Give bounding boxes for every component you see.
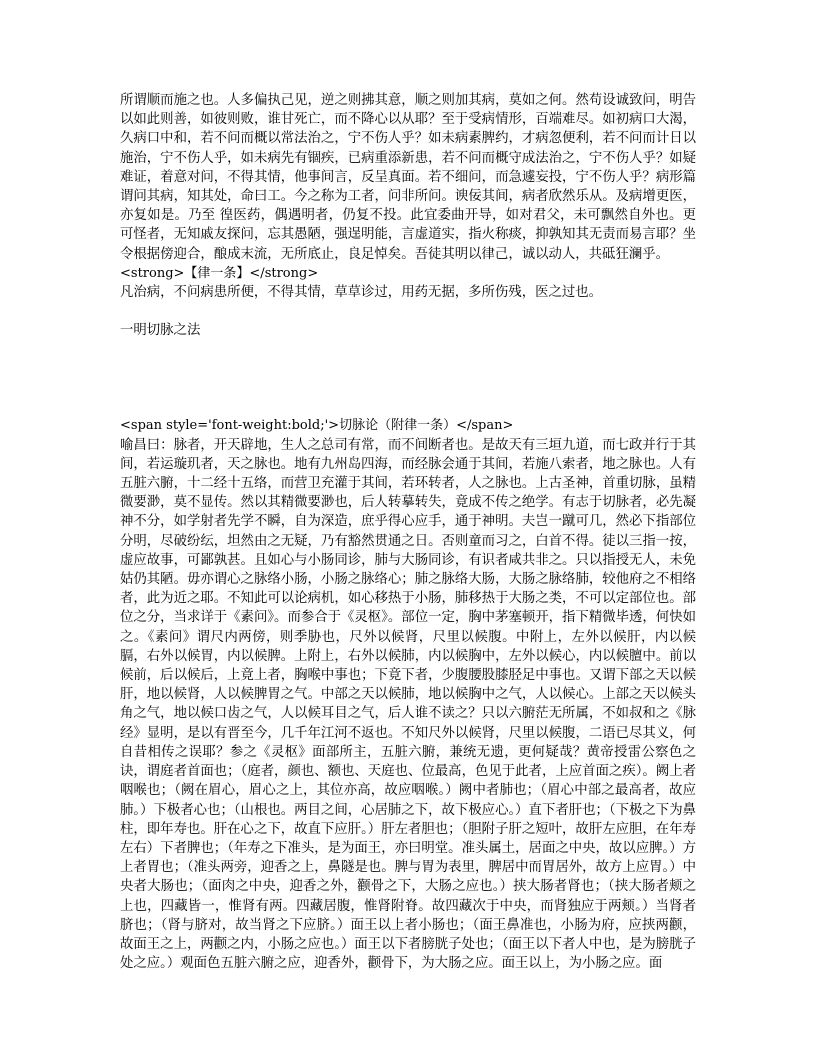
raw-span-tag-heading: <span style='font-weight:bold;'>切脉论（附律一条）</span> <box>120 418 514 434</box>
section-title: 一明切脉之法 <box>120 323 201 339</box>
raw-strong-tag-rule: <strong>【律一条】</strong> <box>120 265 319 281</box>
paragraph-rule: 凡治病，不问病患所便，不得其情，草草诊过，用药无据，多所伤残，医之过也。 <box>120 285 603 301</box>
paragraph-inquiry-discussion: 所谓顺而施之也。人多偏执己见，逆之则拂其意，顺之则加其病，莫如之何。然苟设诚致问，明告以如此则善，如彼则败，谁甘死亡，而不降心以从耶？至于受病情形，百端难尽。如初病口大渴，久病口中和，若不问而概以常法治之，宁不伤人乎？如未病素脾约，才病忽便利，若不问而计日以施治，宁不伤人乎，如未病先有锢疾，已病重添新患，若不问而概守成法治之，宁不伤人乎？如疑难证，着意对问，不得其情，他事间言，反呈真面。若不细问，而急遽妄投，宁不伤人乎？病形篇谓问其病，知其处，命曰工。今之称为工者，问非所问。谀佞其间，病者欣然乐从。及病增更医，亦复如是。乃至 徨医药，偶遇明者，仍复不投。此宜委曲开导，如对君父，未可飘然自外也。更可怪者，无知戚友探问，忘其愚陋，强逞明能，言虚道实，指火称痰，抑孰知其无责而易言耶？坐令根据傍迎合，酿成末流，无所底止，良足悼矣。吾徒其明以律己，诚以动人，共砥狂澜乎。 <box>120 93 696 262</box>
document-page <box>120 91 696 973</box>
paragraph-pulse-discussion: 喻昌曰：脉者，开天辟地，生人之总司有常，而不间断者也。是故天有三垣九道，而七政并行于其间，若运璇玑者，天之脉也。地有九州岛四海，而经脉会通于其间，若施八索者，地之脉也。人有五脏六腑，十二经十五络，而营卫充灌于其间，若环转者，人之脉也。上古圣神，首重切脉，虽精微要渺，莫不显传。然以其精微要渺也，后人转摹转失，竟成不传之绝学。有志于切脉者，必先凝神不分，如学射者先学不瞬，自为深造，庶乎得心应手，通于神明。夫岂一蹴可几，然必下指部位分明，尽破纷纭，坦然由之无疑，乃有豁然贯通之日。否则童而习之，白首不得。徒以三指一按，虚应故事，可鄙孰甚。且如心与小肠同诊，肺与大肠同诊，有识者咸共非之。只以指授无人，未免姑仍其陋。毋亦谓心之脉络小肠，小肠之脉络心；肺之脉络大肠，大肠之脉络肺，较他府之不相络者，此为近之耶。不知此可以论病机，如心移热于小肠，肺移热于大肠之类，不可以定部位也。部位之分，当求详于《素问》。而参合于《灵枢》。部位一定，胸中茅塞顿开，指下精微毕透，何快如之。《素问》谓尺内两傍，则季胁也，尺外以候肾，尺里以候腹。中附上，左外以候肝，内以候膈，右外以候胃，内以候脾。上附上，右外以候肺，内以候胸中，左外以候心，内以候膻中。前以候前，后以候后，上竟上者，胸喉中事也；下竟下者，少腹腰股膝胫足中事也。又谓下部之天以候肝，地以候肾，人以候脾胃之气。中部之天以候肺，地以候胸中之气，人以候心。上部之天以候头角之气，地以候口齿之气，人以候耳目之气，后人谁不读之？只以六腑茫无所属，不如叔和之《脉经》显明，是以有晋至今，几千年江河不返也。不知尺外以候肾，尺里以候腹，二语已尽其义，何自昔相传之误耶？参之《灵枢》面部所主，五脏六腑，兼统无遗，更何疑哉？黄帝授雷公察色之诀，谓庭者首面也；（庭者，颜也、额也、天庭也、位最高，色见于此者，上应首面之疾）。阙上者咽喉也；（阙在眉心，眉心之上，其位亦高，故应咽喉。）阙中者肺也；（眉心中部之最高者，故应肺。）下极者心也；（山根也。两目之间，心居肺之下，故下极应心。）直下者肝也；（下极之下为鼻柱，即年寿也。肝在心之下，故直下应肝。）肝左者胆也；（胆附子肝之短叶，故肝左应胆，在年寿左右）下者脾也；（年寿之下准头，是为面王，亦曰明堂。准头属土，居面之中央，故以应脾。）方上者胃也；（准头两旁，迎香之上，鼻隧是也。脾与胃为表里，脾居中而胃居外，故方上应胃。）中央者大肠也；（面肉之中央，迎香之外，颧骨之下，大肠之应也。）挟大肠者肾也；（挟大肠者颊之上也，四藏皆一，惟肾有两。四藏居腹，惟肾附脊。故四藏次于中央，而肾独应于两颊。）当肾者脐也；（肾与脐对，故当肾之下应脐。）面王以上者小肠也；（面王鼻准也，小肠为府，应挟两颧，故面王之上，两颧之内，小肠之应也。）面王以下者膀胱子处也；（面王以下者人中也，是为膀胱子处之应。）观面色五脏六腑之应，迎香外，颧骨下，为大肠之应。面王以上，为小肠之应。面 <box>120 437 696 972</box>
spacer <box>120 302 696 321</box>
spacer <box>120 340 696 416</box>
